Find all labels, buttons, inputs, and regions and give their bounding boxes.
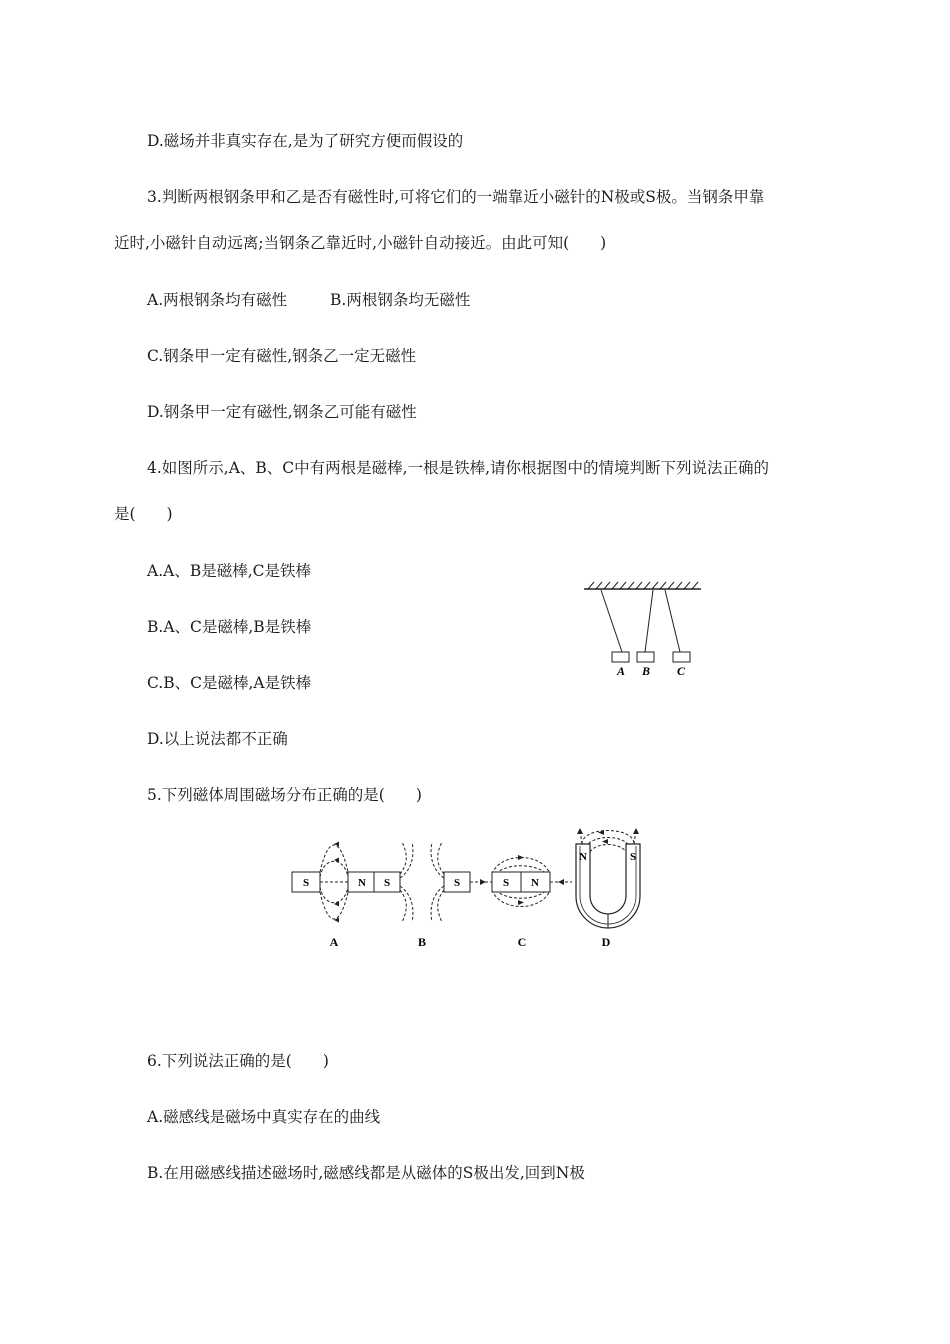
fig-d-pole-s: S [629,851,637,863]
q3-option-c: C.钢条甲一定有磁性,钢条乙一定无磁性 [147,347,417,365]
rod-label-c: C [676,664,686,678]
rod-label-a: A [616,664,626,678]
q6-stem: 6.下列说法正确的是( ) [147,1052,329,1070]
q4-stem-line1: 4.如图所示,A、B、C中有两根是磁棒,一根是铁棒,请你根据图中的情境判断下列说法正确的 [147,459,770,477]
q3-stem-line1: 3.判断两根钢条甲和乙是否有磁性时,可将它们的一端靠近小磁针的N极或S极。当钢条甲靠 [147,188,765,206]
q6-option-b: B.在用磁感线描述磁场时,磁感线都是从磁体的S极出发,回到N极 [147,1164,585,1182]
rod-label-b: B [641,664,651,678]
fig-a-pole-s: S [302,877,310,889]
q4-stem-line2: 是( ) [114,505,173,523]
q4-option-b: B.A、C是磁棒,B是铁棒 [147,618,312,636]
fig-label-b: B [417,935,427,949]
q3-option-d: D.钢条甲一定有磁性,钢条乙可能有磁性 [147,403,417,421]
q3-option-a: A.两根钢条均有磁性 [147,291,288,309]
q5-stem: 5.下列磁体周围磁场分布正确的是( ) [147,786,422,804]
q4-option-a: A.A、B是磁棒,C是铁棒 [147,562,311,580]
fig-label-c: C [517,935,527,949]
q3-stem-line2: 近时,小磁针自动远离;当钢条乙靠近时,小磁针自动接近。由此可知( ) [114,234,607,252]
q4-option-c: C.B、C是磁棒,A是铁棒 [147,674,312,692]
q3-option-b: B.两根钢条均无磁性 [330,291,471,309]
q4-option-d: D.以上说法都不正确 [147,730,288,748]
fig-b-pole-left: S [383,877,391,889]
fig-b-pole-right: S [453,877,461,889]
hanging-rods-figure [580,578,705,683]
magnetic-field-figure [290,822,660,957]
q6-option-a: A.磁感线是磁场中真实存在的曲线 [147,1108,381,1126]
fig-c-pole-s: S [502,877,510,889]
q2-option-d: D.磁场并非真实存在,是为了研究方便而假设的 [147,132,464,150]
rod-c [673,652,690,662]
fig-label-d: D [601,935,611,949]
rod-a [612,652,629,662]
fig-a-pole-n: N [358,877,366,889]
fig-c-pole-n: N [531,877,539,889]
rod-b [637,652,654,662]
fig-label-a: A [329,935,339,949]
fig-d-pole-n: N [579,851,587,863]
